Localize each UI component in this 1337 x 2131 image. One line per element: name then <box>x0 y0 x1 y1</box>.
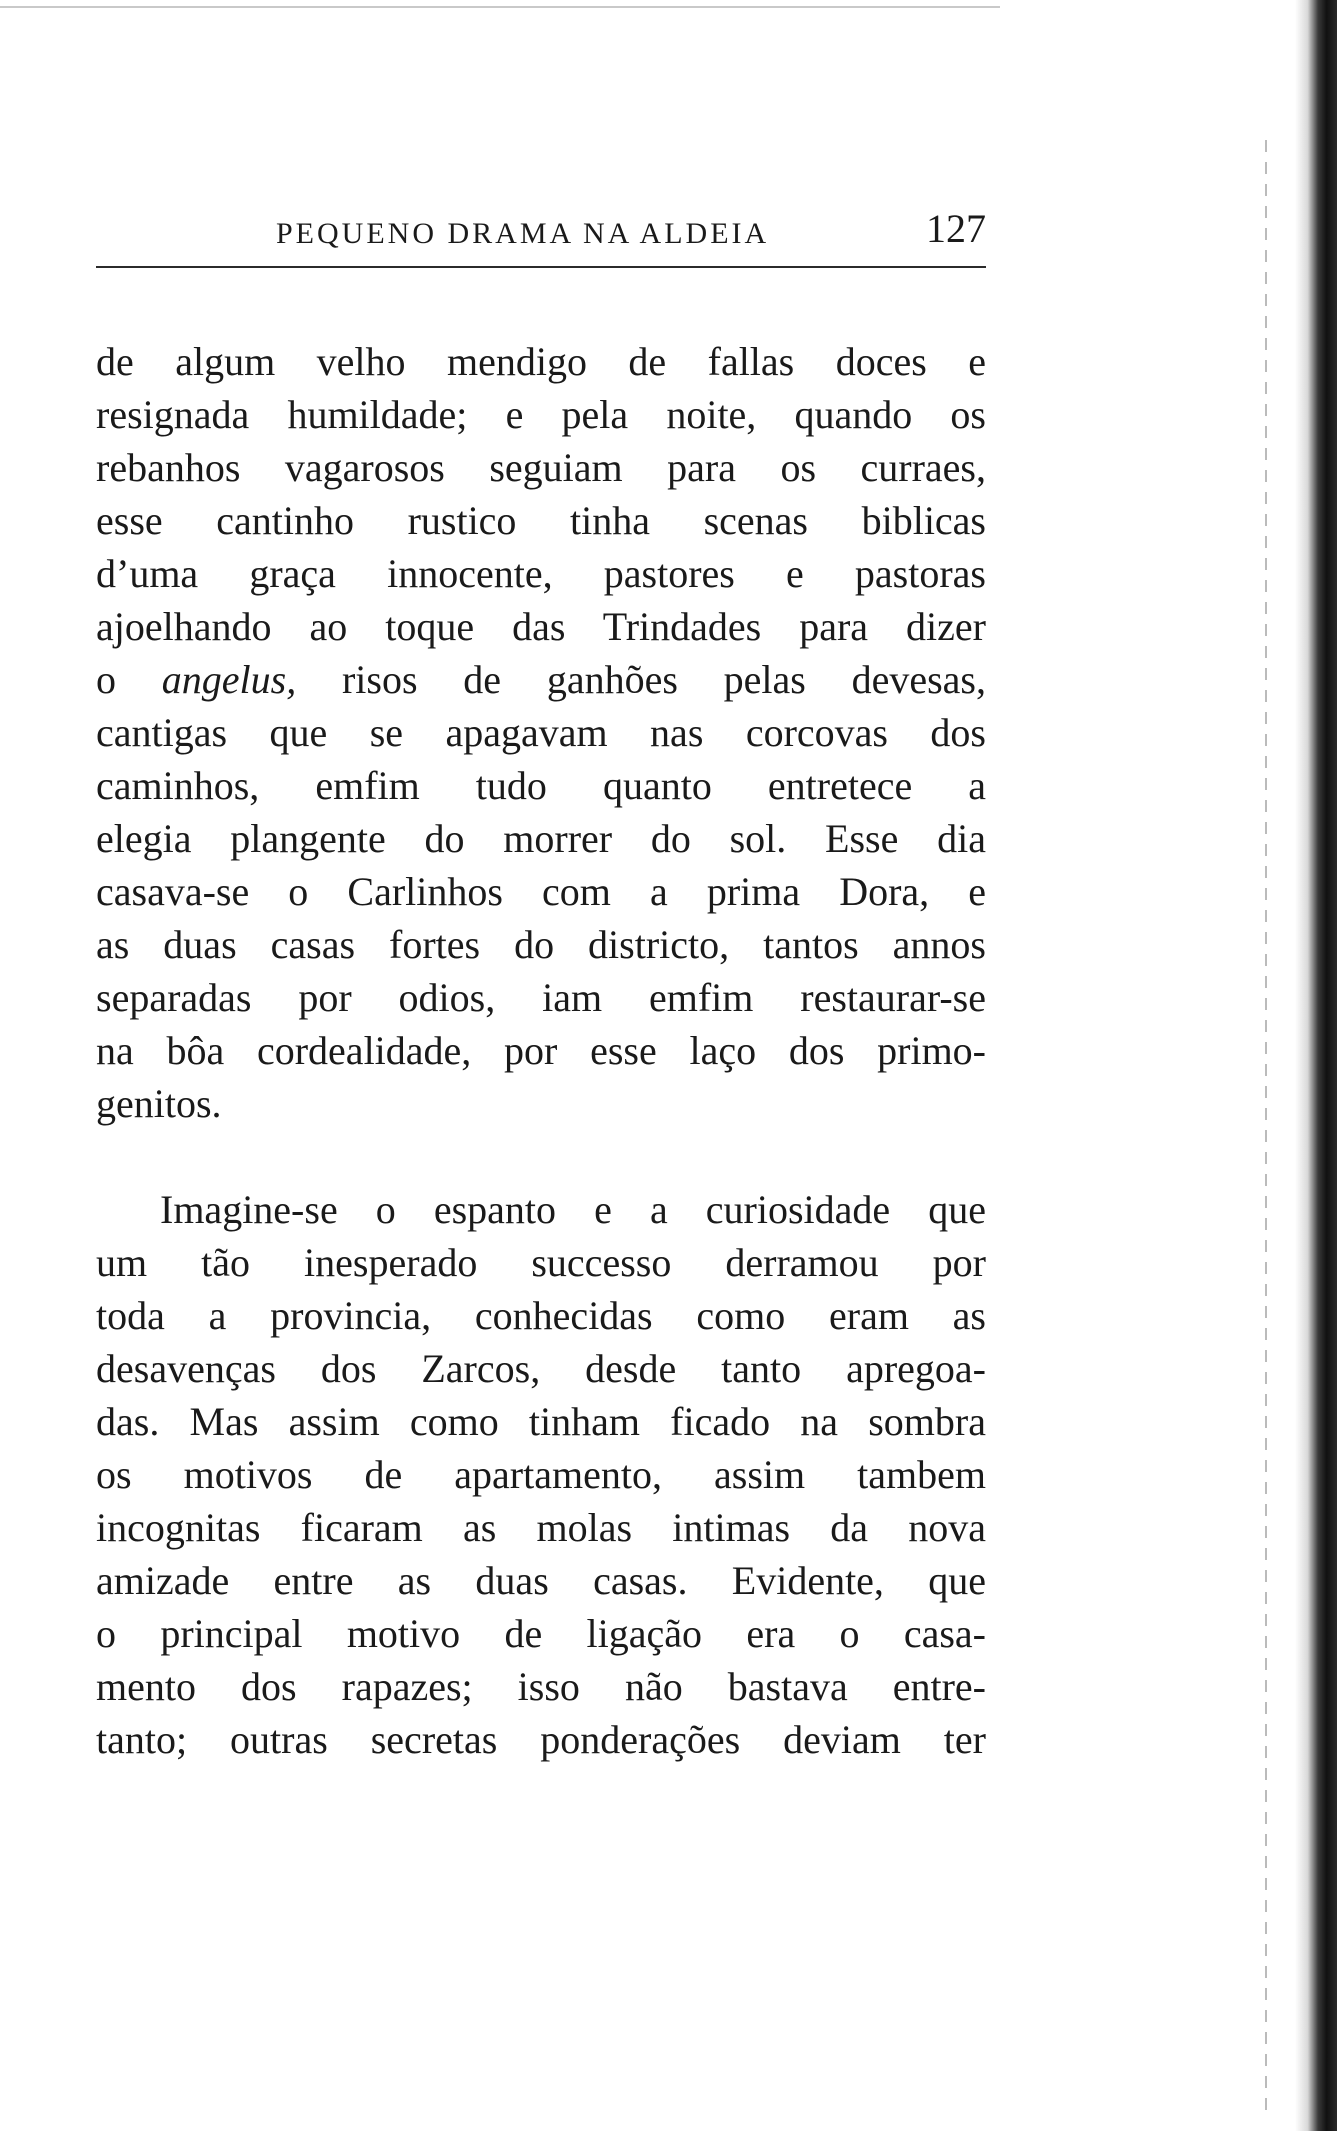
paragraph-2 <box>96 1183 986 1766</box>
text-line: o principal motivo de ligação era o casa- <box>96 1611 986 1656</box>
body-text <box>96 335 986 1766</box>
text-line: rebanhos vagarosos seguiam para os curraes, <box>96 445 986 490</box>
scan-binding-shadow <box>1265 140 1267 2120</box>
line-rest: risos de ganhões pelas devesas, <box>341 657 986 702</box>
header-rule <box>96 266 986 268</box>
running-head <box>96 205 986 265</box>
text-line: toda a provincia, conhecidas como eram as <box>96 1293 986 1338</box>
text-line: mento dos rapazes; isso não bastava entre- <box>96 1664 986 1709</box>
scan-binding-edge <box>1295 0 1337 2131</box>
text-line: esse cantinho rustico tinha scenas biblicas <box>96 498 986 543</box>
text-line: casava-se o Carlinhos com a prima Dora, e <box>96 869 986 914</box>
text-line: caminhos, emfim tudo quanto entretece a <box>96 763 986 808</box>
text-line: resignada humildade; e pela noite, quando os <box>96 392 986 437</box>
text-line: das. Mas assim como tinham ficado na sombra <box>96 1399 986 1444</box>
text-line: os motivos de apartamento, assim tambem <box>96 1452 986 1497</box>
text-line-with-italic <box>96 653 986 706</box>
text-line: Imagine-se o espanto e a curiosidade que <box>160 1187 986 1232</box>
text-line: separadas por odios, iam emfim restaurar-se <box>96 975 986 1020</box>
text-line: de algum velho mendigo de fallas doces e <box>96 339 986 384</box>
text-line: ajoelhando ao toque das Trindades para dizer <box>96 604 986 649</box>
scan-top-edge <box>0 6 1000 8</box>
text-line: tanto; outras secretas ponderações deviam ter <box>96 1717 986 1762</box>
running-title: PEQUENO DRAMA NA ALDEIA <box>276 217 770 250</box>
text-line: cantigas que se apagavam nas corcovas dos <box>96 710 986 755</box>
page-number: 127 <box>926 206 986 251</box>
text-line: genitos. <box>96 1081 222 1126</box>
text-line: as duas casas fortes do districto, tantos annos <box>96 922 986 967</box>
text-line: elegia plangente do morrer do sol. Esse dia <box>96 816 986 861</box>
text-line: desavenças dos Zarcos, desde tanto apregoa- <box>96 1346 986 1391</box>
text-line: amizade entre as duas casas. Evidente, que <box>96 1558 986 1603</box>
paragraph-1 <box>96 335 986 1130</box>
paragraph-gap <box>96 1130 986 1183</box>
line-prefix: o <box>96 657 116 702</box>
text-line: um tão inesperado successo derramou por <box>96 1240 986 1285</box>
text-line: d’uma graça innocente, pastores e pastoras <box>96 551 986 596</box>
text-line: incognitas ficaram as molas intimas da nova <box>96 1505 986 1550</box>
italic-word: angelus, <box>161 657 297 702</box>
text-line: na bôa cordealidade, por esse laço dos primo- <box>96 1028 986 1073</box>
